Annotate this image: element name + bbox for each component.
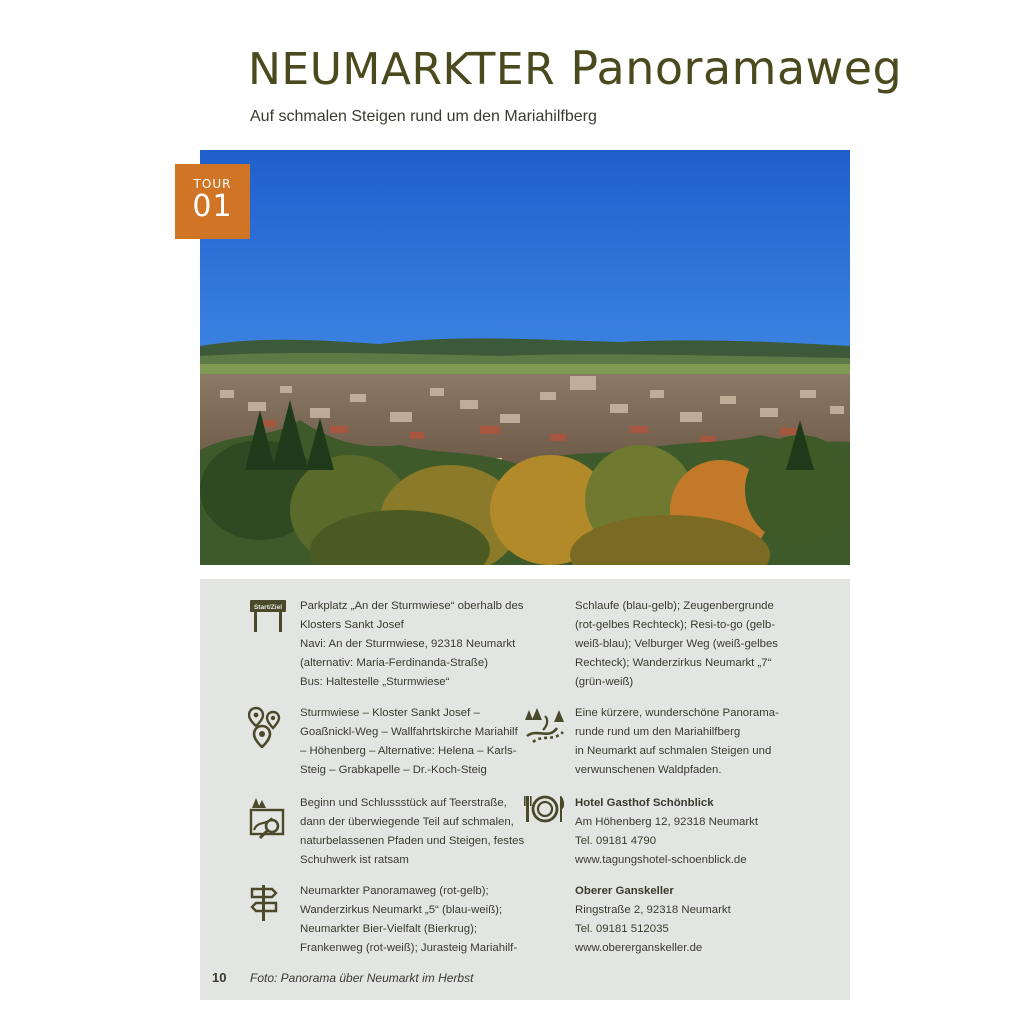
description-line: Eine kürzere, wunderschöne Panorama- bbox=[575, 707, 779, 719]
surface-line: dann der überwiegende Teil auf schmalen, bbox=[300, 816, 514, 828]
tour-badge bbox=[175, 164, 250, 239]
route-line: Goaßnickl-Weg – Wallfahrtskirche Mariahilf bbox=[300, 726, 518, 738]
signs-line: Neumarkter Bier-Vielfalt (Bierkrug); bbox=[300, 923, 478, 935]
start-line: Klosters Sankt Josef bbox=[300, 619, 404, 631]
tour-badge-label: TOUR bbox=[193, 177, 232, 191]
page-number: 10 bbox=[212, 970, 227, 985]
start-line: Navi: An der Sturmwiese, 92318 Neumarkt bbox=[300, 638, 516, 650]
signs-line: Frankenweg (rot-weiß); Jurasteig Mariahilf- bbox=[300, 942, 518, 954]
signs-line: Schlaufe (blau-gelb); Zeugenbergrunde bbox=[575, 600, 774, 612]
page-subtitle: Auf schmalen Steigen rund um den Mariahilfberg bbox=[250, 108, 597, 125]
signs-line: weiß-blau); Velburger Weg (weiß-gelbes bbox=[575, 638, 779, 650]
surface-line: Schuhwerk ist ratsam bbox=[300, 854, 409, 866]
route-line: Sturmwiese – Kloster Sankt Josef – bbox=[300, 707, 480, 719]
venue-address: Ringstraße 2, 92318 Neumarkt bbox=[575, 904, 731, 916]
signs-line: (grün-weiß) bbox=[575, 676, 634, 688]
signs-info bbox=[300, 882, 517, 958]
panorama-photo bbox=[200, 150, 850, 565]
signs-line: Neumarkter Panoramaweg (rot-gelb); bbox=[300, 885, 489, 897]
plate-cutlery-icon bbox=[523, 794, 567, 824]
signs-line: Rechteck); Wanderzirkus Neumarkt „7“ bbox=[575, 657, 772, 669]
surface-info bbox=[300, 794, 524, 870]
venue-name: Hotel Gasthof Schönblick bbox=[575, 797, 714, 809]
route-info bbox=[300, 704, 518, 780]
start-line: Parkplatz „An der Sturmwiese“ oberhalb des bbox=[300, 600, 524, 612]
start-info bbox=[300, 597, 524, 692]
photo-caption: Foto: Panorama über Neumarkt im Herbst bbox=[250, 971, 474, 985]
description-line: verwunschenen Waldpfaden. bbox=[575, 764, 722, 776]
description-info bbox=[575, 704, 779, 780]
food-venue bbox=[575, 882, 731, 958]
venue-phone: Tel. 09181 512035 bbox=[575, 923, 669, 935]
start-line: (alternativ: Maria-Ferdinanda-Straße) bbox=[300, 657, 489, 669]
trail-surface-icon bbox=[248, 796, 288, 840]
venue-name: Oberer Ganskeller bbox=[575, 885, 674, 897]
surface-line: Beginn und Schlussstück auf Teerstraße, bbox=[300, 797, 507, 809]
signs-line: (rot-gelbes Rechteck); Resi-to-go (gelb- bbox=[575, 619, 776, 631]
route-line: Steig – Grabkapelle – Dr.-Koch-Steig bbox=[300, 764, 487, 776]
venue-phone: Tel. 09181 4790 bbox=[575, 835, 657, 847]
route-line: – Höhenberg – Alternative: Helena – Karls- bbox=[300, 745, 517, 757]
panorama-illustration bbox=[200, 150, 850, 565]
start-sign-text: Start/Ziel bbox=[253, 604, 283, 611]
venue-web: www.obererganskeller.de bbox=[575, 942, 703, 954]
signs-line: Wanderzirkus Neumarkt „5“ (blau-weiß); bbox=[300, 904, 503, 916]
start-line: Bus: Haltestelle „Sturmwiese“ bbox=[300, 676, 450, 688]
landscape-path-icon bbox=[523, 706, 567, 744]
description-line: runde rund um den Mariahilfberg bbox=[575, 726, 741, 738]
start-sign-icon bbox=[248, 598, 288, 634]
food-venue bbox=[575, 794, 758, 870]
signs-info-continued bbox=[575, 597, 778, 692]
title-upper: NEUMARKTER bbox=[248, 44, 556, 95]
map-pins-icon bbox=[248, 706, 282, 748]
venue-address: Am Höhenberg 12, 92318 Neumarkt bbox=[575, 816, 758, 828]
description-line: in Neumarkt auf schmalen Steigen und bbox=[575, 745, 772, 757]
page-title bbox=[248, 40, 902, 98]
surface-line: naturbelassenen Pfaden und Steigen, festes bbox=[300, 835, 525, 847]
venue-web: www.tagungshotel-schoenblick.de bbox=[575, 854, 747, 866]
tour-badge-number: 01 bbox=[192, 189, 233, 224]
title-rest: Panoramaweg bbox=[570, 41, 903, 95]
signpost-icon bbox=[250, 884, 278, 922]
